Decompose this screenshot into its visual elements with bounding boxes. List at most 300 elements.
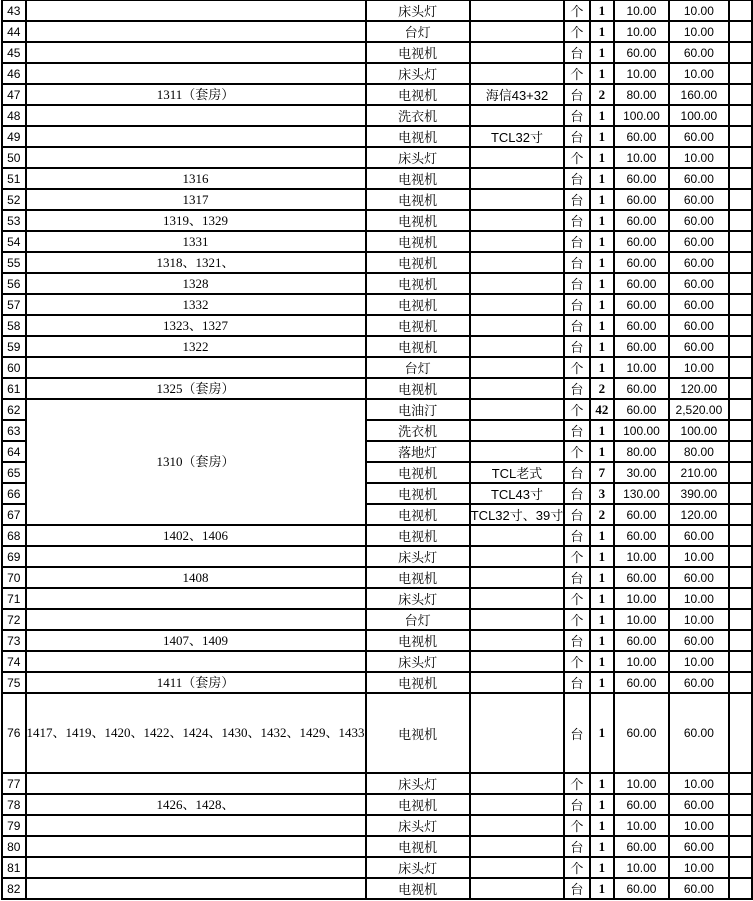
row-number-cell: 75: [2, 672, 26, 693]
spec-cell: [470, 878, 565, 899]
unit-cell: 台: [564, 693, 589, 773]
quantity-cell: 3: [590, 483, 615, 504]
amount-cell: 10.00: [669, 546, 730, 567]
unit-price-cell: 10.00: [614, 546, 668, 567]
item-name-cell: 床头灯: [366, 546, 470, 567]
blank-cell: [729, 210, 752, 231]
unit-price-cell: 10.00: [614, 588, 668, 609]
row-number-cell: 79: [2, 815, 26, 836]
unit-price-cell: 30.00: [614, 462, 668, 483]
amount-cell: 120.00: [669, 378, 730, 399]
spec-cell: [470, 0, 565, 21]
amount-cell: 60.00: [669, 878, 730, 899]
blank-cell: [729, 609, 752, 630]
unit-cell: 个: [564, 357, 589, 378]
amount-cell: 60.00: [669, 630, 730, 651]
quantity-cell: 2: [590, 378, 615, 399]
table-row: [2, 21, 752, 42]
unit-cell: 台: [564, 210, 589, 231]
unit-cell: 台: [564, 231, 589, 252]
spec-cell: [470, 609, 565, 630]
unit-cell: 个: [564, 0, 589, 21]
row-number-cell: 77: [2, 773, 26, 794]
blank-cell: [729, 273, 752, 294]
item-name-cell: 电视机: [366, 336, 470, 357]
unit-price-cell: 10.00: [614, 857, 668, 878]
row-number-cell: 63: [2, 420, 26, 441]
unit-price-cell: 60.00: [614, 630, 668, 651]
row-number-cell: 69: [2, 546, 26, 567]
room-cell: [26, 126, 366, 147]
amount-cell: 60.00: [669, 525, 730, 546]
row-number-cell: 72: [2, 609, 26, 630]
unit-cell: 台: [564, 336, 589, 357]
unit-price-cell: 60.00: [614, 504, 668, 525]
quantity-cell: 1: [590, 315, 615, 336]
row-number-cell: 49: [2, 126, 26, 147]
item-name-cell: 电视机: [366, 504, 470, 525]
unit-price-cell: 60.00: [614, 315, 668, 336]
amount-cell: 10.00: [669, 0, 730, 21]
room-cell: 1417、1419、1420、1422、1424、1430、1432、1429、1433: [26, 693, 366, 773]
blank-cell: [729, 126, 752, 147]
item-name-cell: 台灯: [366, 21, 470, 42]
room-cell: 1322: [26, 336, 366, 357]
unit-cell: 个: [564, 651, 589, 672]
row-number-cell: 64: [2, 441, 26, 462]
room-cell: 1311（套房）: [26, 84, 366, 105]
unit-cell: 台: [564, 84, 589, 105]
unit-cell: 台: [564, 462, 589, 483]
spec-cell: [470, 63, 565, 84]
blank-cell: [729, 441, 752, 462]
row-number-cell: 71: [2, 588, 26, 609]
row-number-cell: 47: [2, 84, 26, 105]
spec-cell: [470, 231, 565, 252]
unit-cell: 台: [564, 420, 589, 441]
blank-cell: [729, 815, 752, 836]
blank-cell: [729, 399, 752, 420]
spec-cell: [470, 147, 565, 168]
quantity-cell: 1: [590, 357, 615, 378]
unit-price-cell: 60.00: [614, 378, 668, 399]
table-row: [2, 878, 752, 899]
table-row: [2, 126, 752, 147]
amount-cell: 10.00: [669, 21, 730, 42]
item-name-cell: 电视机: [366, 525, 470, 546]
item-name-cell: 电视机: [366, 252, 470, 273]
table-row: [2, 336, 752, 357]
unit-cell: 个: [564, 546, 589, 567]
room-cell: [26, 651, 366, 672]
item-name-cell: 电视机: [366, 672, 470, 693]
unit-cell: 台: [564, 252, 589, 273]
amount-cell: 60.00: [669, 231, 730, 252]
inventory-table-body: [2, 0, 752, 899]
item-name-cell: 床头灯: [366, 0, 470, 21]
room-cell: [26, 0, 366, 21]
unit-cell: 个: [564, 815, 589, 836]
row-number-cell: 66: [2, 483, 26, 504]
room-cell: [26, 63, 366, 84]
amount-cell: 10.00: [669, 357, 730, 378]
table-row: [2, 84, 752, 105]
spec-cell: [470, 630, 565, 651]
amount-cell: 120.00: [669, 504, 730, 525]
blank-cell: [729, 84, 752, 105]
amount-cell: 60.00: [669, 794, 730, 815]
row-number-cell: 68: [2, 525, 26, 546]
table-row: [2, 231, 752, 252]
row-number-cell: 55: [2, 252, 26, 273]
unit-cell: 台: [564, 525, 589, 546]
unit-price-cell: 60.00: [614, 693, 668, 773]
unit-price-cell: 10.00: [614, 357, 668, 378]
amount-cell: 2,520.00: [669, 399, 730, 420]
room-cell: [26, 357, 366, 378]
amount-cell: 60.00: [669, 336, 730, 357]
room-cell: 1310（套房）: [26, 399, 366, 525]
row-number-cell: 59: [2, 336, 26, 357]
blank-cell: [729, 294, 752, 315]
spec-cell: TCL老式: [470, 462, 565, 483]
blank-cell: [729, 252, 752, 273]
amount-cell: 100.00: [669, 420, 730, 441]
amount-cell: 160.00: [669, 84, 730, 105]
inventory-table: [1, 0, 753, 900]
blank-cell: [729, 189, 752, 210]
amount-cell: 60.00: [669, 672, 730, 693]
room-cell: 1317: [26, 189, 366, 210]
quantity-cell: 1: [590, 42, 615, 63]
amount-cell: 60.00: [669, 252, 730, 273]
room-cell: 1402、1406: [26, 525, 366, 546]
unit-cell: 台: [564, 273, 589, 294]
amount-cell: 10.00: [669, 651, 730, 672]
quantity-cell: 1: [590, 420, 615, 441]
item-name-cell: 台灯: [366, 357, 470, 378]
room-cell: [26, 42, 366, 63]
quantity-cell: 1: [590, 63, 615, 84]
unit-price-cell: 10.00: [614, 651, 668, 672]
unit-price-cell: 10.00: [614, 773, 668, 794]
amount-cell: 60.00: [669, 567, 730, 588]
item-name-cell: 电视机: [366, 189, 470, 210]
blank-cell: [729, 651, 752, 672]
room-cell: 1323、1327: [26, 315, 366, 336]
unit-cell: 个: [564, 147, 589, 168]
row-number-cell: 76: [2, 693, 26, 773]
unit-cell: 台: [564, 483, 589, 504]
spec-cell: [470, 336, 565, 357]
table-row: [2, 567, 752, 588]
unit-cell: 个: [564, 773, 589, 794]
quantity-cell: 1: [590, 815, 615, 836]
quantity-cell: 1: [590, 609, 615, 630]
table-row: [2, 794, 752, 815]
room-cell: [26, 546, 366, 567]
amount-cell: 60.00: [669, 126, 730, 147]
quantity-cell: 1: [590, 567, 615, 588]
item-name-cell: 床头灯: [366, 857, 470, 878]
unit-price-cell: 60.00: [614, 273, 668, 294]
room-cell: 1325（套房）: [26, 378, 366, 399]
item-name-cell: 电视机: [366, 836, 470, 857]
table-row: [2, 357, 752, 378]
room-cell: 1332: [26, 294, 366, 315]
row-number-cell: 62: [2, 399, 26, 420]
blank-cell: [729, 546, 752, 567]
quantity-cell: 1: [590, 630, 615, 651]
quantity-cell: 2: [590, 504, 615, 525]
table-row: [2, 693, 752, 773]
item-name-cell: 床头灯: [366, 773, 470, 794]
room-cell: 1331: [26, 231, 366, 252]
spec-cell: [470, 168, 565, 189]
row-number-cell: 58: [2, 315, 26, 336]
row-number-cell: 51: [2, 168, 26, 189]
table-row: [2, 525, 752, 546]
spec-cell: [470, 273, 565, 294]
quantity-cell: 2: [590, 84, 615, 105]
row-number-cell: 43: [2, 0, 26, 21]
quantity-cell: 1: [590, 693, 615, 773]
blank-cell: [729, 588, 752, 609]
unit-cell: 个: [564, 609, 589, 630]
room-cell: 1319、1329: [26, 210, 366, 231]
table-row: [2, 588, 752, 609]
room-cell: [26, 147, 366, 168]
table-row: [2, 609, 752, 630]
spec-cell: [470, 857, 565, 878]
quantity-cell: 1: [590, 294, 615, 315]
unit-price-cell: 60.00: [614, 878, 668, 899]
table-row: [2, 546, 752, 567]
room-cell: 1318、1321、: [26, 252, 366, 273]
amount-cell: 10.00: [669, 147, 730, 168]
unit-price-cell: 80.00: [614, 441, 668, 462]
amount-cell: 100.00: [669, 105, 730, 126]
unit-price-cell: 10.00: [614, 147, 668, 168]
spec-cell: [470, 693, 565, 773]
unit-cell: 台: [564, 567, 589, 588]
quantity-cell: 1: [590, 147, 615, 168]
row-number-cell: 82: [2, 878, 26, 899]
item-name-cell: 电视机: [366, 378, 470, 399]
unit-price-cell: 60.00: [614, 567, 668, 588]
item-name-cell: 床头灯: [366, 63, 470, 84]
blank-cell: [729, 42, 752, 63]
table-row: [2, 378, 752, 399]
room-cell: [26, 105, 366, 126]
row-number-cell: 67: [2, 504, 26, 525]
quantity-cell: 1: [590, 21, 615, 42]
room-cell: 1407、1409: [26, 630, 366, 651]
amount-cell: 60.00: [669, 836, 730, 857]
table-row: [2, 630, 752, 651]
blank-cell: [729, 378, 752, 399]
item-name-cell: 电油汀: [366, 399, 470, 420]
item-name-cell: 电视机: [366, 567, 470, 588]
table-row: [2, 105, 752, 126]
unit-price-cell: 60.00: [614, 252, 668, 273]
blank-cell: [729, 483, 752, 504]
unit-cell: 台: [564, 105, 589, 126]
room-cell: 1316: [26, 168, 366, 189]
amount-cell: 10.00: [669, 588, 730, 609]
room-cell: 1426、1428、: [26, 794, 366, 815]
unit-price-cell: 100.00: [614, 420, 668, 441]
unit-price-cell: 60.00: [614, 794, 668, 815]
row-number-cell: 50: [2, 147, 26, 168]
blank-cell: [729, 836, 752, 857]
spec-cell: TCL32寸: [470, 126, 565, 147]
unit-price-cell: 60.00: [614, 231, 668, 252]
spec-cell: [470, 588, 565, 609]
item-name-cell: 电视机: [366, 878, 470, 899]
spec-cell: [470, 42, 565, 63]
blank-cell: [729, 462, 752, 483]
amount-cell: 80.00: [669, 441, 730, 462]
quantity-cell: 1: [590, 189, 615, 210]
table-row: [2, 168, 752, 189]
unit-cell: 台: [564, 189, 589, 210]
row-number-cell: 61: [2, 378, 26, 399]
row-number-cell: 65: [2, 462, 26, 483]
item-name-cell: 电视机: [366, 168, 470, 189]
item-name-cell: 电视机: [366, 693, 470, 773]
item-name-cell: 电视机: [366, 630, 470, 651]
spec-cell: [470, 794, 565, 815]
quantity-cell: 1: [590, 231, 615, 252]
blank-cell: [729, 630, 752, 651]
row-number-cell: 80: [2, 836, 26, 857]
spec-cell: 海信43+32: [470, 84, 565, 105]
row-number-cell: 81: [2, 857, 26, 878]
row-number-cell: 56: [2, 273, 26, 294]
unit-price-cell: 60.00: [614, 126, 668, 147]
unit-cell: 台: [564, 878, 589, 899]
table-row: [2, 210, 752, 231]
row-number-cell: 60: [2, 357, 26, 378]
unit-price-cell: 80.00: [614, 84, 668, 105]
quantity-cell: 1: [590, 773, 615, 794]
unit-cell: 个: [564, 399, 589, 420]
unit-price-cell: 10.00: [614, 609, 668, 630]
row-number-cell: 46: [2, 63, 26, 84]
blank-cell: [729, 693, 752, 773]
unit-cell: 个: [564, 441, 589, 462]
spec-cell: [470, 294, 565, 315]
amount-cell: 60.00: [669, 210, 730, 231]
amount-cell: 10.00: [669, 63, 730, 84]
row-number-cell: 57: [2, 294, 26, 315]
amount-cell: 60.00: [669, 42, 730, 63]
spec-cell: [470, 815, 565, 836]
unit-cell: 台: [564, 294, 589, 315]
table-row: [2, 147, 752, 168]
spec-cell: [470, 21, 565, 42]
item-name-cell: 床头灯: [366, 651, 470, 672]
quantity-cell: 1: [590, 878, 615, 899]
blank-cell: [729, 794, 752, 815]
room-cell: [26, 815, 366, 836]
unit-price-cell: 60.00: [614, 672, 668, 693]
unit-cell: 个: [564, 21, 589, 42]
room-cell: [26, 21, 366, 42]
blank-cell: [729, 231, 752, 252]
unit-price-cell: 60.00: [614, 168, 668, 189]
table-row: [2, 252, 752, 273]
row-number-cell: 78: [2, 794, 26, 815]
amount-cell: 10.00: [669, 815, 730, 836]
item-name-cell: 落地灯: [366, 441, 470, 462]
unit-price-cell: 60.00: [614, 210, 668, 231]
spec-cell: [470, 773, 565, 794]
table-row: [2, 857, 752, 878]
table-row: [2, 294, 752, 315]
spec-cell: TCL32寸、39寸: [470, 504, 565, 525]
amount-cell: 390.00: [669, 483, 730, 504]
unit-cell: 台: [564, 126, 589, 147]
row-number-cell: 44: [2, 21, 26, 42]
room-cell: [26, 609, 366, 630]
amount-cell: 60.00: [669, 168, 730, 189]
table-row: [2, 651, 752, 672]
item-name-cell: 洗衣机: [366, 420, 470, 441]
row-number-cell: 74: [2, 651, 26, 672]
quantity-cell: 1: [590, 273, 615, 294]
unit-price-cell: 10.00: [614, 63, 668, 84]
quantity-cell: 1: [590, 0, 615, 21]
unit-cell: 台: [564, 504, 589, 525]
unit-price-cell: 60.00: [614, 525, 668, 546]
quantity-cell: 1: [590, 252, 615, 273]
spec-cell: [470, 651, 565, 672]
table-row: [2, 672, 752, 693]
unit-cell: 个: [564, 63, 589, 84]
item-name-cell: 电视机: [366, 42, 470, 63]
spec-cell: [470, 399, 565, 420]
amount-cell: 60.00: [669, 273, 730, 294]
table-row: [2, 815, 752, 836]
blank-cell: [729, 857, 752, 878]
row-number-cell: 53: [2, 210, 26, 231]
unit-cell: 台: [564, 378, 589, 399]
blank-cell: [729, 315, 752, 336]
unit-cell: 台: [564, 794, 589, 815]
blank-cell: [729, 168, 752, 189]
unit-cell: 台: [564, 630, 589, 651]
item-name-cell: 电视机: [366, 273, 470, 294]
unit-cell: 台: [564, 315, 589, 336]
row-number-cell: 70: [2, 567, 26, 588]
quantity-cell: 1: [590, 126, 615, 147]
item-name-cell: 电视机: [366, 483, 470, 504]
unit-cell: 台: [564, 672, 589, 693]
table-row: [2, 42, 752, 63]
room-cell: [26, 773, 366, 794]
item-name-cell: 电视机: [366, 294, 470, 315]
blank-cell: [729, 357, 752, 378]
room-cell: [26, 588, 366, 609]
quantity-cell: 1: [590, 441, 615, 462]
quantity-cell: 42: [590, 399, 615, 420]
amount-cell: 10.00: [669, 773, 730, 794]
item-name-cell: 洗衣机: [366, 105, 470, 126]
blank-cell: [729, 420, 752, 441]
unit-price-cell: 60.00: [614, 399, 668, 420]
